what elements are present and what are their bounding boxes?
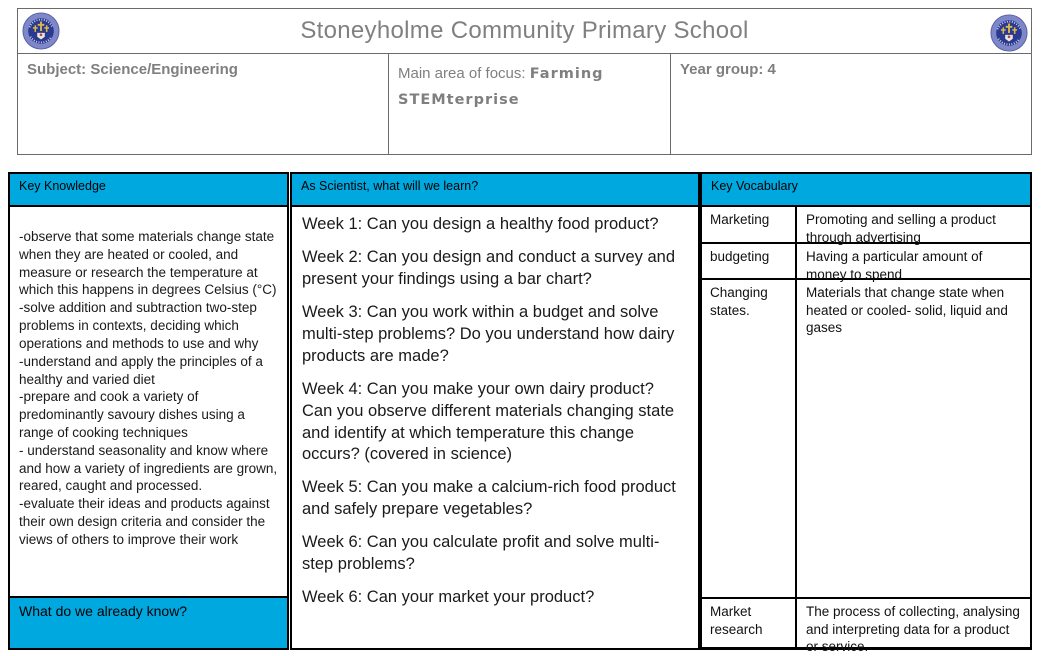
week-question: Week 2: Can you design and conduct a survey and present your findings using a bar chart?	[302, 247, 676, 288]
week-question: Week 1: Can you design a healthy food product?	[302, 215, 659, 233]
learning-header: As Scientist, what will we learn?	[292, 174, 698, 207]
vocabulary-row	[702, 599, 1030, 655]
vocabulary-term: Marketing	[702, 207, 797, 242]
meta-row	[18, 54, 1031, 155]
year-group-cell	[671, 54, 1031, 155]
subject-value: Science/Engineering	[90, 61, 238, 78]
week-question: Week 6: Can you calculate profit and solve multi-step problems?	[302, 533, 660, 574]
vocabulary-term: budgeting	[702, 244, 797, 278]
key-knowledge-item: -understand and apply the principles of a healthy and varied diet	[19, 353, 263, 387]
vocabulary-definition: The process of collecting, analysing and interpreting data for a product or service.	[806, 604, 1020, 655]
focus-value: Farming STEMterprise	[398, 66, 604, 109]
vocabulary-row	[702, 207, 1030, 244]
week-question: Week 6: Can your market your product?	[302, 588, 595, 607]
key-knowledge-item: -observe that some materials change state when they are heated or cooled, and measure or research the temperature at which this happens in degrees Celsius (°C)	[19, 229, 277, 298]
learning-column	[290, 172, 700, 650]
page-title: Stoneyholme Community Primary School	[300, 17, 749, 44]
subject-cell	[18, 54, 389, 155]
year-group-value: 4	[767, 61, 776, 78]
vocabulary-term: Changing states.	[702, 280, 797, 597]
focus-label: Main area of focus:	[398, 65, 526, 82]
week-question: Week 5: Can you make a calcium-rich food product and safely prepare vegetables?	[302, 478, 676, 519]
vocabulary-term: Market research	[702, 599, 797, 648]
school-crest-icon	[22, 12, 60, 50]
key-knowledge-item: - understand seasonality and know where and how a variety of ingredients are grown, reared, caught and processed.	[19, 442, 278, 494]
vocabulary-column	[700, 172, 1032, 655]
learning-body	[292, 207, 698, 609]
planning-table	[8, 172, 1032, 655]
key-knowledge-item: -prepare and cook a variety of predominantly savoury dishes using a range of cooking techniques	[19, 389, 245, 440]
already-know-header: What do we already know?	[10, 596, 287, 648]
focus-cell	[389, 54, 671, 155]
vocabulary-header: Key Vocabulary	[702, 174, 1030, 207]
key-knowledge-item: -evaluate their ideas and products against their own design criteria and consider the views of others to improve their work	[19, 496, 270, 547]
vocabulary-row	[702, 244, 1030, 280]
school-crest-icon	[990, 14, 1028, 52]
vocabulary-definition: Promoting and selling a product through advertising	[806, 212, 996, 245]
week-question: Week 3: Can you work within a budget and solve multi-step problems? Do you understand how dairy products are made?	[302, 302, 675, 365]
vocabulary-row	[702, 280, 1030, 599]
title-row	[18, 9, 1031, 54]
vocabulary-definition: Materials that change state when heated or cooled- solid, liquid and gases	[806, 285, 1008, 336]
key-knowledge-column	[8, 172, 289, 650]
vocabulary-definition: Having a particular amount of money to spend	[806, 249, 983, 282]
header-table	[17, 8, 1032, 155]
week-question: Week 4: Can you make your own dairy product? Can you observe different materials changing state and identify at which temperature this change occurs? (covered in science)	[302, 379, 675, 464]
key-knowledge-body	[10, 207, 287, 553]
key-knowledge-item: -solve addition and subtraction two-step problems in contexts, deciding which operations and methods to use and why	[19, 300, 259, 351]
subject-label: Subject:	[27, 61, 87, 78]
year-group-label: Year group:	[680, 61, 764, 78]
key-knowledge-header: Key Knowledge	[10, 174, 287, 207]
